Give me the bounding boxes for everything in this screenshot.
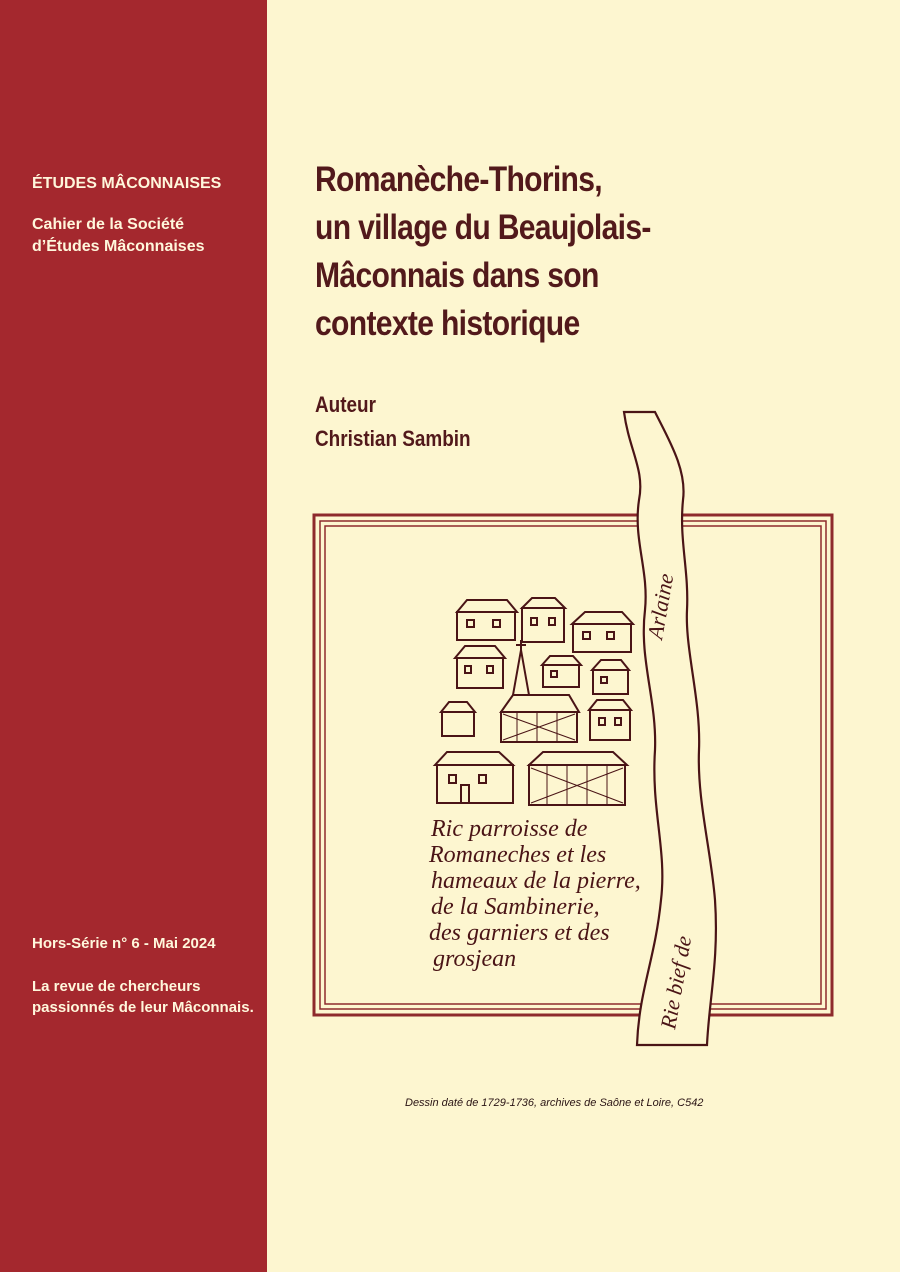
main-area <box>267 0 900 1272</box>
house-icon <box>522 598 565 642</box>
series-subtitle-line-1: Cahier de la Société <box>32 216 185 233</box>
village-sketch <box>435 598 633 805</box>
tagline-line-1: La revue de chercheurs <box>32 978 201 995</box>
inscription-line-1: Ric parroisse de <box>431 816 588 842</box>
title-line-3: Mâconnais dans son <box>315 256 599 295</box>
image-caption: Dessin daté de 1729-1736, archives de Saône et Loire, C542 <box>405 1097 704 1109</box>
title-line-4: contexte historique <box>315 304 580 343</box>
series-title: ÉTUDES MÂCONNAISES <box>32 175 222 192</box>
house-icon <box>529 752 627 805</box>
house-icon <box>435 752 513 803</box>
house-icon <box>457 600 517 640</box>
author-name: Christian Sambin <box>315 426 471 451</box>
title-line-1: Romanèche-Thorins, <box>315 160 602 199</box>
house-icon <box>441 702 475 736</box>
house-icon <box>592 660 629 694</box>
house-icon <box>572 612 633 652</box>
inscription-line-3: hameaux de la pierre, <box>431 868 641 894</box>
tagline-line-2: passionnés de leur Mâconnais. <box>32 999 254 1016</box>
sidebar <box>0 0 267 1272</box>
inscription-line-6: grosjean <box>433 946 517 972</box>
tagline <box>32 976 262 1018</box>
house-icon <box>542 656 581 687</box>
house-icon <box>455 646 505 688</box>
inscription-line-4: de la Sambinerie, <box>431 894 600 920</box>
historical-drawing <box>267 0 900 1272</box>
inscription-line-2: Romaneches et les <box>429 842 607 868</box>
handwritten-inscription <box>428 816 641 972</box>
river-label-lower: Rie bief de <box>655 933 697 1031</box>
title-line-2: un village du Beaujolais- <box>315 208 651 247</box>
series-subtitle-line-2: d’Études Mâconnaises <box>32 238 205 255</box>
river-label-upper: Arlaine <box>642 571 679 641</box>
issue-info: Hors-Série n° 6 - Mai 2024 <box>32 935 216 952</box>
inscription-line-5: des garniers et des <box>429 920 610 946</box>
house-icon <box>589 700 631 740</box>
author-label: Auteur <box>315 392 376 417</box>
series-subtitle <box>32 214 252 258</box>
